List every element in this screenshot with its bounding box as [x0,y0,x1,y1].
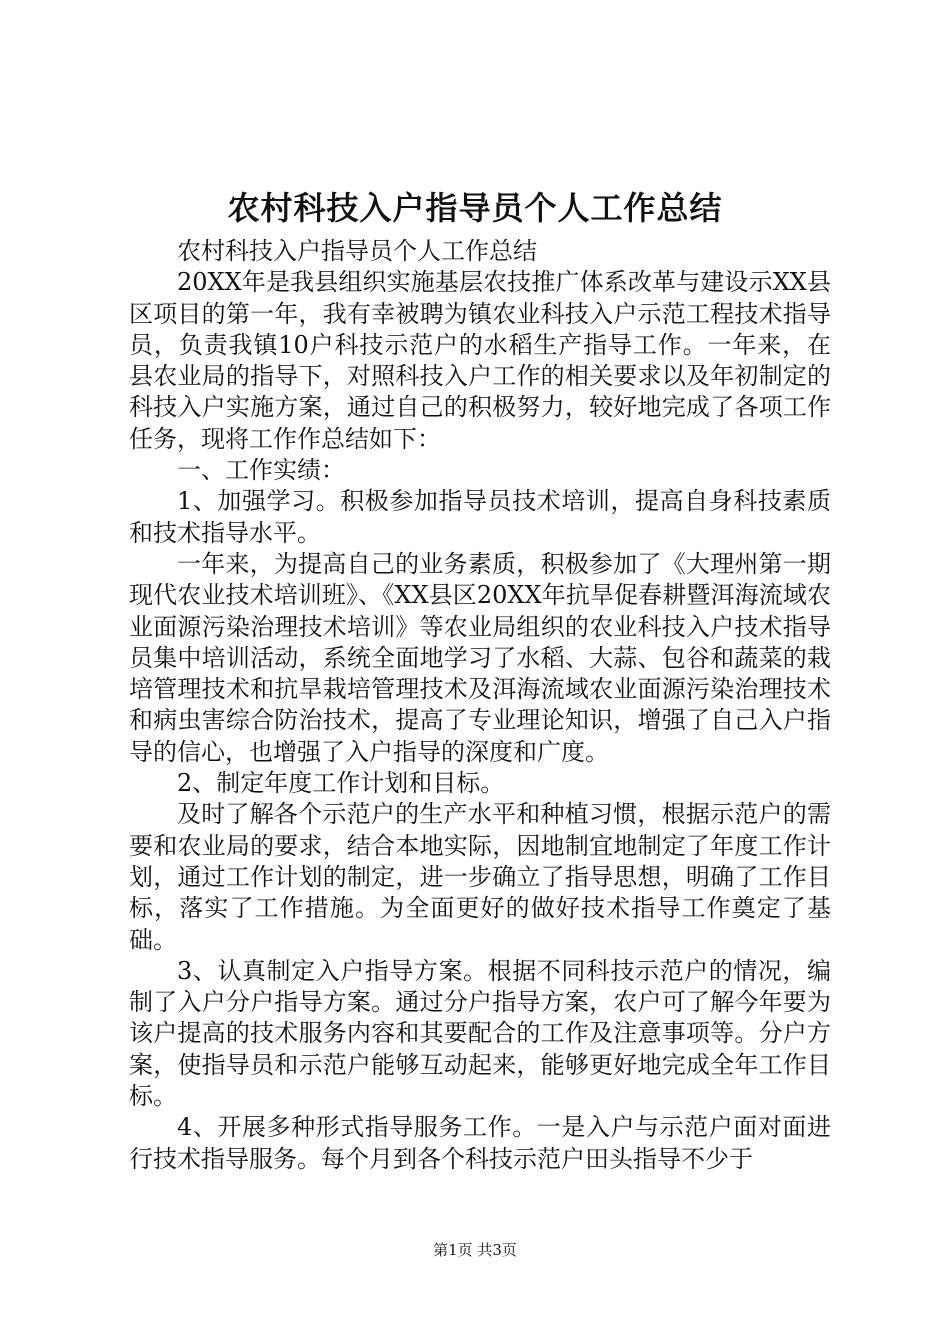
page-number: 第1页 共3页 [433,1241,517,1259]
item-heading-study: 1、加强学习。积极参加指导员技术培训，提高自身科技素质和技术指导水平。 [129,487,831,547]
item-heading-plan: 2、制定年度工作计划和目标。 [177,769,505,798]
item-guidance-plan: 3、认真制定入户指导方案。根据不同科技示范户的情况，编制了入户分户指导方案。通过分户指导方案，农户可了解今年要为该户提高的技术服务内容和其要配合的工作及注意事项等。分户方案，使指导员和示范户能够互动起来，能够更好地完成全年工作目标。 [129,956,831,1111]
document-body [129,236,831,1175]
section-heading-achievements: 一、工作实绩： [177,456,345,485]
item-guidance-service: 4、开展多种形式指导服务工作。一是入户与示范户面对面进行技术指导服务。每个月到各个科技示范户田头指导不少于 [129,1113,831,1173]
paragraph-plan-detail: 及时了解各个示范户的生产水平和种植习惯，根据示范户的需要和农业局的要求，结合本地实际，因地制宜地制定了年度工作计划，通过工作计划的制定，进一步确立了指导思想，明确了工作目标，落实了工作措施。为全面更好的做好技术指导工作奠定了基础。 [129,800,831,954]
paragraph-intro: 20XX年是我县组织实施基层农技推广体系改革与建设示XX县区项目的第一年，我有幸被聘为镇农业科技入户示范工程技术指导员，负责我镇10户科技示范户的水稻生产指导工作。一年来，在县农业局的指导下，对照科技入户工作的相关要求以及年初制定的科技入户实施方案，通过自己的积极努力，较好地完成了各项工作任务，现将工作作总结如下： [129,268,831,453]
paragraph-study-detail: 一年来，为提高自己的业务素质，积极参加了《大理州第一期现代农业技术培训班》、《XX县区20XX年抗旱促春耕暨洱海流域农业面源污染治理技术培训》等农业局组织的农业科技入户技术指导员集中培训活动，系统全面地学习了水稻、大蒜、包谷和蔬菜的栽培管理技术和抗旱栽培管理技术及洱海流域农业面源污染治理技术和病虫害综合防治技术，提高了专业理论知识，增强了自己入户指导的信心，也增强了入户指导的深度和广度。 [129,549,831,766]
paragraph-subtitle: 农村科技入户指导员个人工作总结 [177,237,537,265]
document-title: 农村科技入户指导员个人工作总结 [227,189,723,227]
